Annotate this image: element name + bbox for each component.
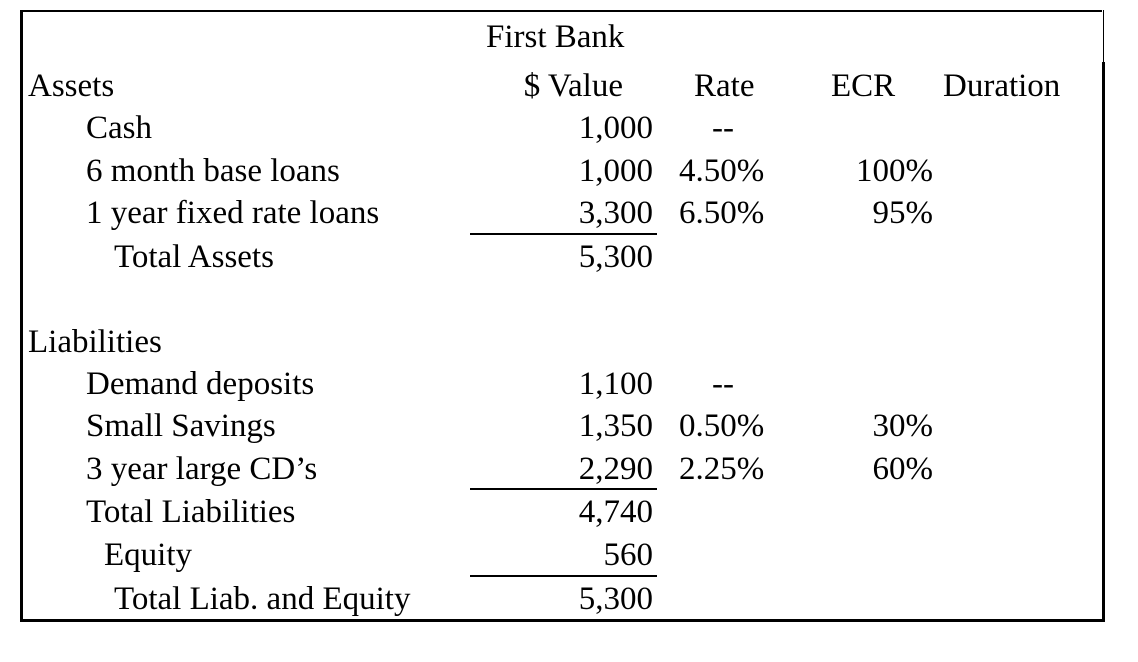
total-liabilities-value: 4,740 [578,494,653,530]
asset-label: Cash [86,110,152,146]
liability-label: Small Savings [86,408,276,444]
asset-ecr: 100% [856,153,933,189]
column-header-ecr: ECR [831,68,896,104]
liability-rate: 0.50% [679,408,765,444]
asset-value: 1,000 [578,110,653,146]
liability-ecr: 60% [872,451,933,487]
liabilities-subtotal-rule [470,488,657,490]
liability-rate: 2.25% [679,451,765,487]
total-liab-equity-value: 5,300 [578,581,653,617]
liability-value: 1,100 [578,366,653,402]
total-liab-equity-label: Total Liab. and Equity [114,581,411,617]
asset-rate: 6.50% [679,195,765,231]
liability-label: Demand deposits [86,366,315,402]
liabilities-heading: Liabilities [28,324,162,360]
assets-subtotal-rule [470,233,657,235]
equity-total-rule [470,575,657,577]
asset-value: 3,300 [578,195,653,231]
liability-value: 2,290 [578,451,653,487]
liability-rate: -- [712,366,734,402]
total-assets-label: Total Assets [114,239,274,275]
equity-label: Equity [104,537,192,573]
asset-value: 1,000 [578,153,653,189]
equity-value: 560 [603,537,653,573]
column-header-rate: Rate [694,68,755,104]
asset-rate: -- [712,110,734,146]
column-header-value: $ Value [523,68,623,104]
total-liabilities-label: Total Liabilities [86,494,296,530]
frame-notch-line [1103,10,1104,64]
asset-ecr: 95% [872,195,933,231]
liability-ecr: 30% [872,408,933,444]
column-header-duration: Duration [943,68,1061,104]
liability-value: 1,350 [578,408,653,444]
assets-heading: Assets [28,68,115,104]
asset-label: 6 month base loans [86,153,340,189]
total-assets-value: 5,300 [578,239,653,275]
liability-label: 3 year large CD’s [86,451,318,487]
asset-label: 1 year fixed rate loans [86,195,380,231]
asset-rate: 4.50% [679,153,765,189]
bank-name-heading: First Bank [486,19,625,55]
